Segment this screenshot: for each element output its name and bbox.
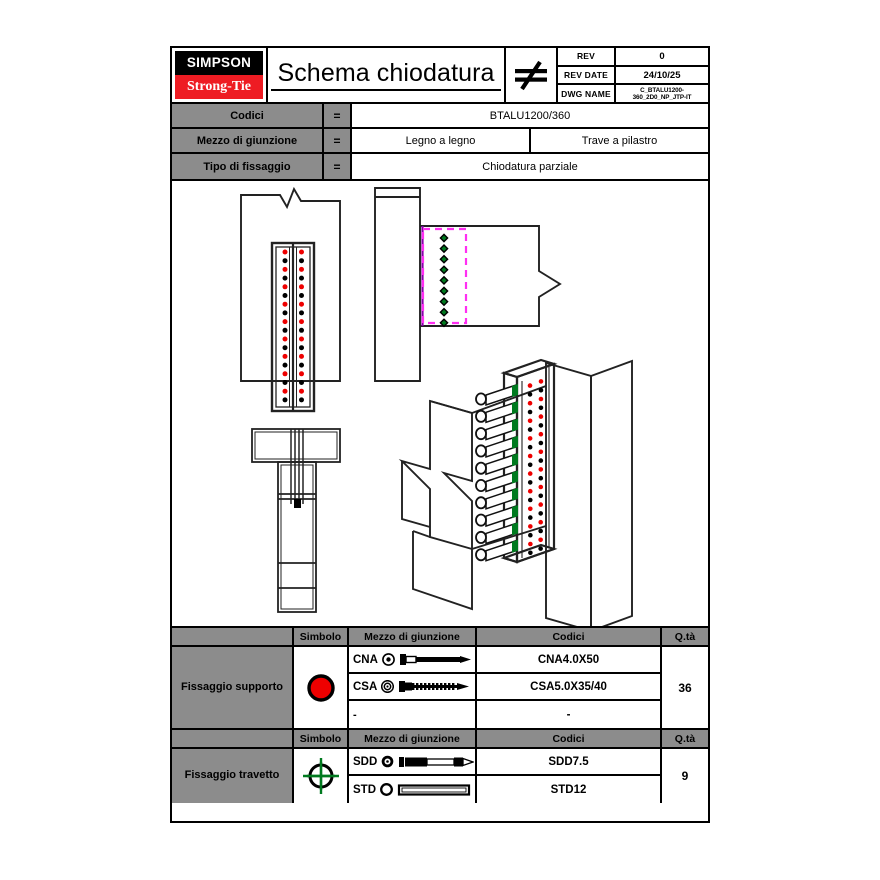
spec-row-mezzo-di-giunzione (172, 129, 708, 154)
fastener-prefix: CNA (353, 653, 378, 666)
simpson-strongtie-logo (172, 48, 268, 102)
target-ring-icon (381, 680, 394, 693)
spec-row-codici (172, 104, 708, 129)
dwg-name-label: DWG NAME (558, 85, 616, 102)
specification-table (172, 104, 708, 181)
spec-label: Tipo di fissaggio (172, 154, 324, 179)
legend-body (172, 749, 708, 803)
legend-row-cna (349, 647, 475, 674)
legend-codici-column (477, 647, 662, 728)
legend-header-codici: Codici (477, 628, 662, 645)
spec-label: Mezzo di giunzione (172, 129, 324, 152)
side-view-marker-group (440, 234, 447, 326)
technical-drawing (172, 181, 708, 626)
legend-qta-value: 36 (678, 680, 692, 695)
legend-row-csa (349, 674, 475, 701)
legend-code-empty: - (566, 708, 571, 721)
legend-code-sdd: SDD7.5 (477, 749, 660, 776)
legend-header-spacer (172, 628, 294, 645)
spec-equals: = (324, 129, 352, 152)
fastener-prefix: SDD (353, 755, 378, 768)
dowel-pin-icon (397, 782, 473, 798)
legend-mezzo-column (349, 647, 477, 728)
revision-row (558, 48, 708, 67)
legend-header-simbolo: Simbolo (294, 730, 349, 747)
legend-code-cna: CNA4.0X50 (477, 647, 660, 674)
legend-mezzo-column (349, 749, 477, 803)
spec-value: Chiodatura parziale (482, 160, 578, 173)
sheet-title (268, 48, 506, 102)
logo-strongtie-text: Strong-Tie (175, 75, 263, 99)
legend-fissaggio-travetto (172, 730, 708, 803)
legend-symbol-cell (294, 749, 349, 803)
logo-simpson-text: SIMPSON (175, 51, 263, 75)
front-elevation-view (241, 189, 340, 411)
rev-date-value: 24/10/25 (643, 69, 681, 81)
spec-label: Codici (172, 104, 324, 127)
spec-equals: = (324, 154, 352, 179)
fastener-prefix: CSA (353, 680, 378, 693)
title-block (172, 48, 708, 104)
rev-value: 0 (659, 50, 665, 62)
screw-icon (398, 679, 472, 694)
red-circle-icon (304, 671, 338, 705)
legend-header-spacer (172, 730, 294, 747)
legend-code-std: STD12 (550, 783, 587, 796)
dowel-screw-icon (398, 754, 474, 770)
legend-header-mezzo: Mezzo di giunzione (349, 628, 477, 645)
rev-date-label: REV DATE (558, 67, 616, 84)
legend-row-std (349, 776, 475, 803)
legend-header-qta: Q.tà (674, 732, 696, 745)
side-elevation-view (375, 188, 560, 381)
legend-header-row (172, 730, 708, 749)
legend-code-csa: CSA5.0X35/40 (477, 674, 660, 701)
spec-equals: = (324, 104, 352, 127)
target-ring-icon (381, 755, 394, 768)
not-equal-icon (506, 48, 558, 102)
legend-row-sdd (349, 749, 475, 776)
sheet-title-text: Schema chiodatura (271, 59, 500, 91)
legend-group-label: Fissaggio supporto (172, 647, 294, 728)
drawing-canvas (172, 181, 708, 628)
legend-header-simbolo: Simbolo (294, 628, 349, 645)
spec-value-secondary: Trave a pilastro (581, 134, 658, 147)
legend-group-label: Fissaggio travetto (172, 749, 294, 803)
dwg-name-value: C_BTALU1200-360_2D0_NP_JTP-IT (632, 86, 692, 101)
legend-codici-column (477, 749, 662, 803)
revision-block (558, 48, 708, 102)
legend-header-qta: Q.tà (674, 630, 696, 643)
revision-date-row (558, 67, 708, 86)
drawing-sheet (170, 46, 710, 823)
legend-qta-value: 9 (681, 769, 689, 783)
dwg-name-row (558, 85, 708, 102)
legend-row-empty (349, 701, 475, 728)
green-crosshair-icon (301, 756, 341, 796)
target-dot-icon (382, 653, 395, 666)
legend-header-mezzo: Mezzo di giunzione (349, 730, 477, 747)
legend-symbol-cell (294, 647, 349, 728)
rev-label: REV (558, 48, 616, 65)
legend-body (172, 647, 708, 728)
spec-value: BTALU1200/360 (489, 109, 571, 122)
spec-row-tipo-di-fissaggio (172, 154, 708, 179)
legend-header-codici: Codici (477, 730, 662, 747)
fastener-prefix: STD (353, 783, 376, 796)
legend-header-row (172, 628, 708, 647)
legend-fissaggio-supporto (172, 628, 708, 730)
fastener-prefix: - (353, 708, 357, 721)
circle-outline-icon (380, 783, 393, 796)
nail-icon (399, 652, 473, 667)
plan-view (252, 429, 340, 612)
spec-value: Legno a legno (352, 129, 531, 152)
isometric-fastener-group (476, 384, 518, 561)
